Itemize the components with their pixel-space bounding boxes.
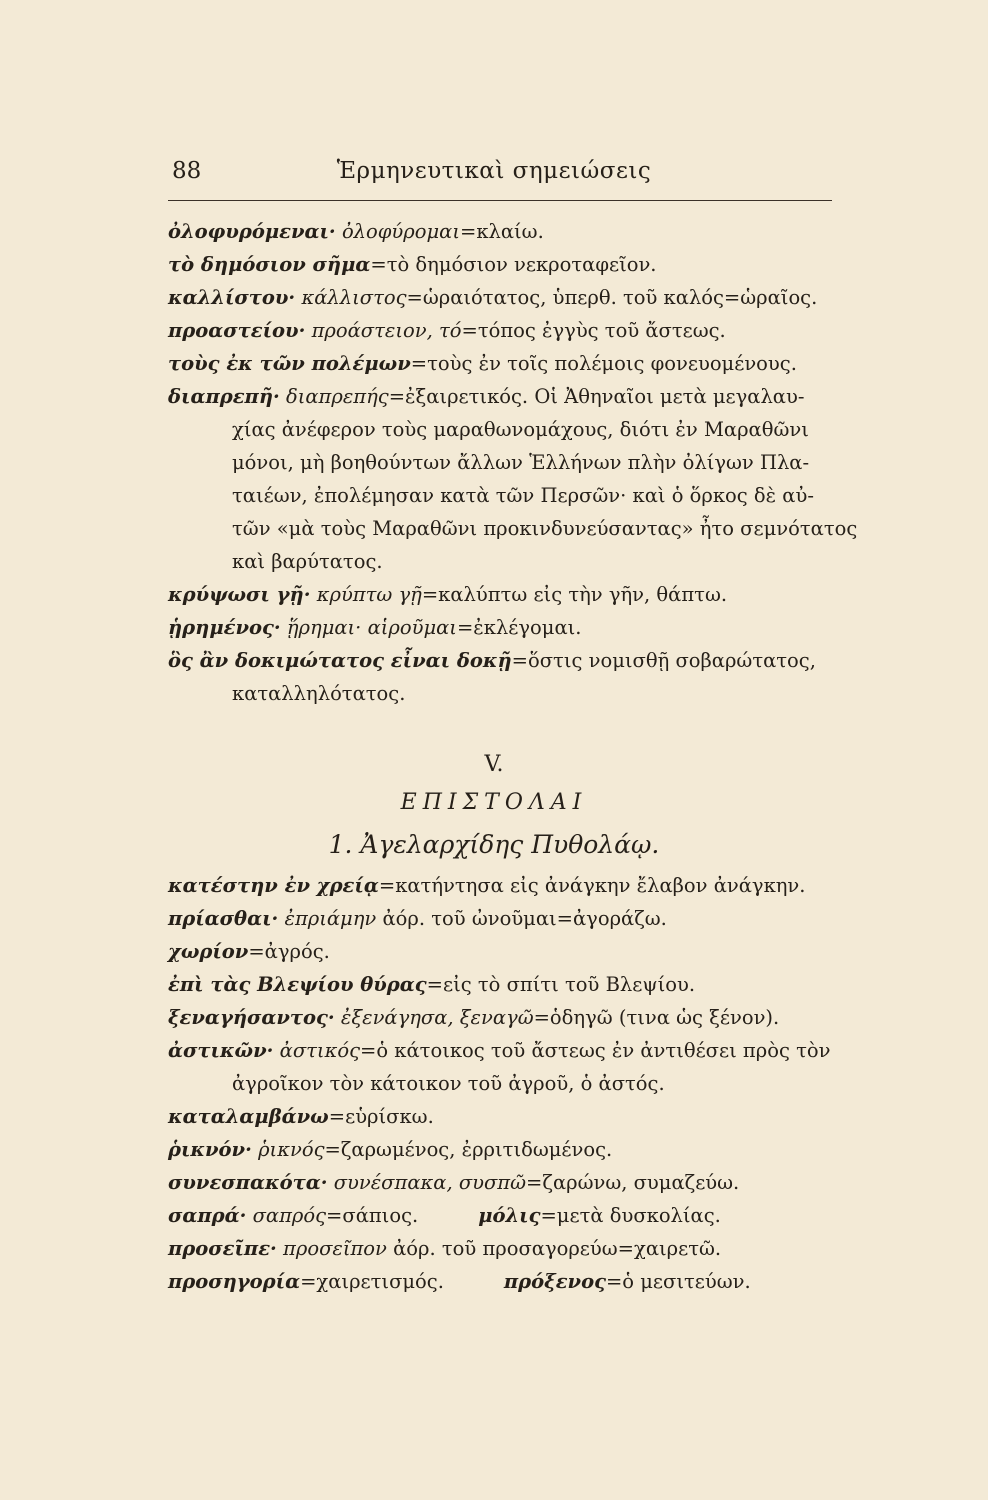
gloss-continuation: ἀγροῖκον τὸν κάτοικον τοῦ ἀγροῦ, ὁ ἀστός.	[232, 1072, 665, 1095]
running-title: Ἑρμηνευτικαὶ σημειώσεις	[336, 158, 652, 184]
gloss-entry: χωρίον=ἀγρός.	[168, 940, 330, 963]
section-heading: ΕΠΙΣΤΟΛΑΙ	[400, 790, 588, 815]
page-header	[0, 158, 988, 194]
page-number: 88	[172, 158, 202, 184]
gloss-continuation: χίας ἀνέφερον τοὺς μαραθωνομάχους, διότι ἐν Μαραθῶνι	[232, 418, 809, 441]
gloss-entry: τοὺς ἐκ τῶν πολέμων=τοὺς ἐν τοῖς πολέμοις φονευομένους.	[168, 352, 797, 375]
gloss-entry: πρίασθαι· ἐπριάμην ἀόρ. τοῦ ὠνοῦμαι=ἀγοράζω.	[168, 907, 667, 930]
gloss-entry: ᾑρημένος· ᾕρημαι· αἱροῦμαι=ἐκλέγομαι.	[168, 616, 582, 639]
section-numeral: V.	[484, 752, 504, 777]
header-rule	[168, 200, 832, 201]
gloss-entry: συνεσπακότα· συνέσπακα, συσπῶ=ζαρώνω, συμαζεύω.	[168, 1171, 740, 1194]
gloss-entry: διαπρεπῆ· διαπρεπής=ἐξαιρετικός. Οἱ Ἀθηναῖοι μετὰ μεγαλαυ-	[168, 385, 805, 408]
gloss-entry: ὃς ἂν δοκιμώτατος εἶναι δοκῇ=ὅστις νομισθῇ σοβαρώτατος,	[168, 649, 816, 672]
gloss-entry: προσηγορία=χαιρετισμός. πρόξενος=ὁ μεσιτεύων.	[168, 1270, 751, 1293]
gloss-continuation: ταιέων, ἐπολέμησαν κατὰ τῶν Περσῶν· καὶ ὁ ὅρκος δὲ αὐ-	[232, 484, 814, 507]
gloss-entry: ἐπὶ τὰς Βλεψίου θύρας=εἰς τὸ σπίτι τοῦ Βλεψίου.	[168, 973, 696, 996]
gloss-entry: ξεναγήσαντος· ἐξενάγησα, ξεναγῶ=ὁδηγῶ (τινα ὡς ξένον).	[168, 1006, 780, 1029]
letter-title: 1. Ἀγελαρχίδης Πυθολάῳ.	[328, 830, 660, 859]
gloss-entry: τὸ δημόσιον σῆμα=τὸ δημόσιον νεκροταφεῖον.	[168, 253, 657, 276]
gloss-entry: προσεῖπε· προσεῖπον ἀόρ. τοῦ προσαγορεύω=χαιρετῶ.	[168, 1237, 722, 1260]
gloss-continuation: καὶ βαρύτατος.	[232, 550, 383, 573]
gloss-entry: προαστείου· προάστειον, τό=τόπος ἐγγὺς τοῦ ἄστεως.	[168, 319, 726, 342]
gloss-entry: ῥικνόν· ῥικνός=ζαρωμένος, ἐρριτιδωμένος.	[168, 1138, 613, 1161]
gloss-continuation: μόνοι, μὴ βοηθούντων ἄλλων Ἑλλήνων πλὴν ὀλίγων Πλα-	[232, 451, 810, 474]
gloss-entry: καλλίστου· κάλλιστος=ὡραιότατος, ὑπερθ. τοῦ καλός=ὡραῖος.	[168, 286, 818, 309]
gloss-entry: καταλαμβάνω=εὑρίσκω.	[168, 1105, 434, 1128]
gloss-continuation: καταλληλότατος.	[232, 682, 406, 705]
gloss-entry: κρύψωσι γῇ· κρύπτω γῇ=καλύπτω εἰς τὴν γῆν, θάπτω.	[168, 583, 728, 606]
gloss-continuation: τῶν «μὰ τοὺς Μαραθῶνι προκινδυνεύσαντας» ἦτο σεμνότατος	[232, 517, 858, 540]
gloss-entry: ὀλοφυρόμεναι· ὀλοφύρομαι=κλαίω.	[168, 220, 544, 243]
gloss-entry: σαπρά· σαπρός=σάπιος. μόλις=μετὰ δυσκολίας.	[168, 1204, 721, 1227]
gloss-entry: κατέστην ἐν χρείᾳ=κατήντησα εἰς ἀνάγκην ἔλαβον ἀνάγκην.	[168, 874, 806, 897]
gloss-entry: ἀστικῶν· ἀστικός=ὁ κάτοικος τοῦ ἄστεως ἐν ἀντιθέσει πρὸς τὸν	[168, 1039, 831, 1062]
